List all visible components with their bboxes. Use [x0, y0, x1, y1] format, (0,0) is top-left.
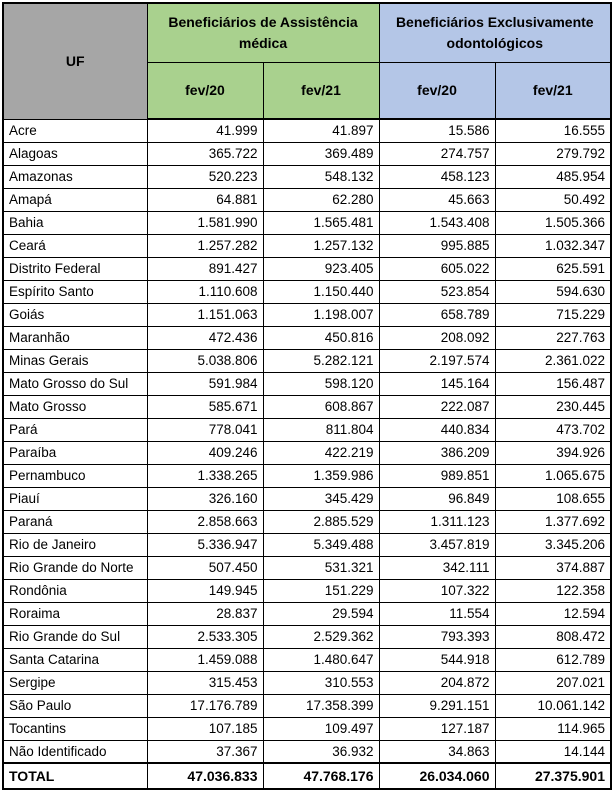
- table-row: [3, 280, 611, 303]
- value-cell: 1.377.692: [495, 510, 611, 533]
- dental-fev20-header: fev/20: [379, 62, 495, 119]
- value-cell: 793.393: [379, 625, 495, 648]
- value-cell: 923.405: [263, 257, 379, 280]
- value-cell: 1.505.366: [495, 211, 611, 234]
- value-cell: 12.594: [495, 602, 611, 625]
- uf-name-cell: Santa Catarina: [3, 648, 147, 671]
- value-cell: 1.150.440: [263, 280, 379, 303]
- value-cell: 1.198.007: [263, 303, 379, 326]
- value-cell: 2.885.529: [263, 510, 379, 533]
- table-row: [3, 349, 611, 372]
- table-row: [3, 717, 611, 740]
- table-row: [3, 648, 611, 671]
- value-cell: 1.338.265: [147, 464, 263, 487]
- uf-name-cell: Minas Gerais: [3, 349, 147, 372]
- value-cell: 598.120: [263, 372, 379, 395]
- value-cell: 310.553: [263, 671, 379, 694]
- value-cell: 995.885: [379, 234, 495, 257]
- uf-name-cell: Rondônia: [3, 579, 147, 602]
- table-row: [3, 740, 611, 763]
- value-cell: 2.361.022: [495, 349, 611, 372]
- value-cell: 5.349.488: [263, 533, 379, 556]
- uf-name-cell: Sergipe: [3, 671, 147, 694]
- value-cell: 472.436: [147, 326, 263, 349]
- value-cell: 149.945: [147, 579, 263, 602]
- value-cell: 10.061.142: [495, 694, 611, 717]
- value-cell: 3.345.206: [495, 533, 611, 556]
- value-cell: 523.854: [379, 280, 495, 303]
- value-cell: 1.543.408: [379, 211, 495, 234]
- uf-name-cell: Maranhão: [3, 326, 147, 349]
- value-cell: 531.321: [263, 556, 379, 579]
- value-cell: 612.789: [495, 648, 611, 671]
- value-cell: 5.038.806: [147, 349, 263, 372]
- uf-name-cell: Alagoas: [3, 142, 147, 165]
- value-cell: 107.185: [147, 717, 263, 740]
- value-cell: 151.229: [263, 579, 379, 602]
- table-row: [3, 556, 611, 579]
- table-row: [3, 372, 611, 395]
- value-cell: 1.032.347: [495, 234, 611, 257]
- value-cell: 47.036.833: [147, 763, 263, 789]
- value-cell: 625.591: [495, 257, 611, 280]
- value-cell: 227.763: [495, 326, 611, 349]
- value-cell: 15.586: [379, 119, 495, 142]
- value-cell: 1.257.132: [263, 234, 379, 257]
- value-cell: 1.311.123: [379, 510, 495, 533]
- table-row: [3, 165, 611, 188]
- value-cell: 16.555: [495, 119, 611, 142]
- value-cell: 594.630: [495, 280, 611, 303]
- value-cell: 345.429: [263, 487, 379, 510]
- value-cell: 107.322: [379, 579, 495, 602]
- value-cell: 386.209: [379, 441, 495, 464]
- value-cell: 41.897: [263, 119, 379, 142]
- value-cell: 222.087: [379, 395, 495, 418]
- value-cell: 374.887: [495, 556, 611, 579]
- table-row: [3, 234, 611, 257]
- uf-name-cell: Goiás: [3, 303, 147, 326]
- value-cell: 440.834: [379, 418, 495, 441]
- uf-name-cell: Pará: [3, 418, 147, 441]
- value-cell: 62.280: [263, 188, 379, 211]
- total-row: [3, 763, 611, 789]
- value-cell: 279.792: [495, 142, 611, 165]
- group-header-row: [3, 3, 611, 62]
- dental-group-header: Beneficiários Exclusivamente odontológicos: [379, 3, 611, 62]
- value-cell: 29.594: [263, 602, 379, 625]
- uf-name-cell: Rio Grande do Sul: [3, 625, 147, 648]
- value-cell: 3.457.819: [379, 533, 495, 556]
- uf-name-cell: Rio Grande do Norte: [3, 556, 147, 579]
- uf-name-cell: Mato Grosso do Sul: [3, 372, 147, 395]
- value-cell: 394.926: [495, 441, 611, 464]
- value-cell: 122.358: [495, 579, 611, 602]
- value-cell: 808.472: [495, 625, 611, 648]
- value-cell: 811.804: [263, 418, 379, 441]
- table-row: [3, 303, 611, 326]
- value-cell: 50.492: [495, 188, 611, 211]
- medical-fev20-header: fev/20: [147, 62, 263, 119]
- value-cell: 14.144: [495, 740, 611, 763]
- table-row: [3, 579, 611, 602]
- value-cell: 507.450: [147, 556, 263, 579]
- value-cell: 204.872: [379, 671, 495, 694]
- uf-name-cell: Distrito Federal: [3, 257, 147, 280]
- value-cell: 520.223: [147, 165, 263, 188]
- uf-name-cell: São Paulo: [3, 694, 147, 717]
- value-cell: 27.375.901: [495, 763, 611, 789]
- table-row: [3, 510, 611, 533]
- uf-name-cell: Amapá: [3, 188, 147, 211]
- value-cell: 658.789: [379, 303, 495, 326]
- value-cell: 591.984: [147, 372, 263, 395]
- uf-name-cell: Ceará: [3, 234, 147, 257]
- value-cell: 127.187: [379, 717, 495, 740]
- value-cell: 1.581.990: [147, 211, 263, 234]
- value-cell: 1.065.675: [495, 464, 611, 487]
- value-cell: 2.858.663: [147, 510, 263, 533]
- value-cell: 1.257.282: [147, 234, 263, 257]
- value-cell: 108.655: [495, 487, 611, 510]
- value-cell: 365.722: [147, 142, 263, 165]
- table-row: [3, 188, 611, 211]
- value-cell: 1.459.088: [147, 648, 263, 671]
- value-cell: 9.291.151: [379, 694, 495, 717]
- uf-name-cell: Paraná: [3, 510, 147, 533]
- value-cell: 548.132: [263, 165, 379, 188]
- beneficiaries-table: [2, 2, 612, 790]
- value-cell: 26.034.060: [379, 763, 495, 789]
- table-row: [3, 418, 611, 441]
- value-cell: 458.123: [379, 165, 495, 188]
- medical-fev21-header: fev/21: [263, 62, 379, 119]
- value-cell: 37.367: [147, 740, 263, 763]
- value-cell: 326.160: [147, 487, 263, 510]
- value-cell: 230.445: [495, 395, 611, 418]
- uf-name-cell: Pernambuco: [3, 464, 147, 487]
- dental-fev21-header: fev/21: [495, 62, 611, 119]
- value-cell: 5.336.947: [147, 533, 263, 556]
- value-cell: 45.663: [379, 188, 495, 211]
- value-cell: 5.282.121: [263, 349, 379, 372]
- table-row: [3, 487, 611, 510]
- value-cell: 1.359.986: [263, 464, 379, 487]
- value-cell: 2.197.574: [379, 349, 495, 372]
- uf-name-cell: Mato Grosso: [3, 395, 147, 418]
- value-cell: 605.022: [379, 257, 495, 280]
- value-cell: 207.021: [495, 671, 611, 694]
- value-cell: 315.453: [147, 671, 263, 694]
- value-cell: 409.246: [147, 441, 263, 464]
- value-cell: 114.965: [495, 717, 611, 740]
- value-cell: 989.851: [379, 464, 495, 487]
- value-cell: 17.358.399: [263, 694, 379, 717]
- value-cell: 36.932: [263, 740, 379, 763]
- uf-name-cell: Rio de Janeiro: [3, 533, 147, 556]
- value-cell: 450.816: [263, 326, 379, 349]
- value-cell: 208.092: [379, 326, 495, 349]
- table-row: [3, 211, 611, 234]
- value-cell: 17.176.789: [147, 694, 263, 717]
- value-cell: 585.671: [147, 395, 263, 418]
- table-row: [3, 326, 611, 349]
- value-cell: 28.837: [147, 602, 263, 625]
- value-cell: 96.849: [379, 487, 495, 510]
- uf-name-cell: Não Identificado: [3, 740, 147, 763]
- uf-name-cell: Paraíba: [3, 441, 147, 464]
- table-body: [3, 119, 611, 789]
- value-cell: 1.151.063: [147, 303, 263, 326]
- value-cell: 544.918: [379, 648, 495, 671]
- value-cell: 369.489: [263, 142, 379, 165]
- uf-name-cell: Bahia: [3, 211, 147, 234]
- value-cell: 342.111: [379, 556, 495, 579]
- value-cell: 2.533.305: [147, 625, 263, 648]
- medical-group-header: Beneficiários de Assistência médica: [147, 3, 379, 62]
- table-row: [3, 395, 611, 418]
- table-row: [3, 142, 611, 165]
- uf-name-cell: Espírito Santo: [3, 280, 147, 303]
- value-cell: 145.164: [379, 372, 495, 395]
- value-cell: 891.427: [147, 257, 263, 280]
- table-row: [3, 464, 611, 487]
- uf-column-header: UF: [3, 3, 147, 119]
- value-cell: 485.954: [495, 165, 611, 188]
- value-cell: 274.757: [379, 142, 495, 165]
- uf-name-cell: Acre: [3, 119, 147, 142]
- table-row: [3, 441, 611, 464]
- uf-name-cell: Amazonas: [3, 165, 147, 188]
- table-row: [3, 625, 611, 648]
- value-cell: 715.229: [495, 303, 611, 326]
- total-label: TOTAL: [3, 763, 147, 789]
- value-cell: 64.881: [147, 188, 263, 211]
- uf-name-cell: Roraima: [3, 602, 147, 625]
- table-header: [3, 3, 611, 119]
- value-cell: 1.110.608: [147, 280, 263, 303]
- uf-name-cell: Piauí: [3, 487, 147, 510]
- value-cell: 11.554: [379, 602, 495, 625]
- table-row: [3, 533, 611, 556]
- value-cell: 1.565.481: [263, 211, 379, 234]
- table-row: [3, 694, 611, 717]
- value-cell: 778.041: [147, 418, 263, 441]
- value-cell: 47.768.176: [263, 763, 379, 789]
- value-cell: 109.497: [263, 717, 379, 740]
- table-row: [3, 257, 611, 280]
- table-row: [3, 602, 611, 625]
- value-cell: 1.480.647: [263, 648, 379, 671]
- value-cell: 608.867: [263, 395, 379, 418]
- value-cell: 422.219: [263, 441, 379, 464]
- table-row: [3, 119, 611, 142]
- value-cell: 34.863: [379, 740, 495, 763]
- uf-name-cell: Tocantins: [3, 717, 147, 740]
- table-row: [3, 671, 611, 694]
- value-cell: 41.999: [147, 119, 263, 142]
- value-cell: 2.529.362: [263, 625, 379, 648]
- value-cell: 473.702: [495, 418, 611, 441]
- value-cell: 156.487: [495, 372, 611, 395]
